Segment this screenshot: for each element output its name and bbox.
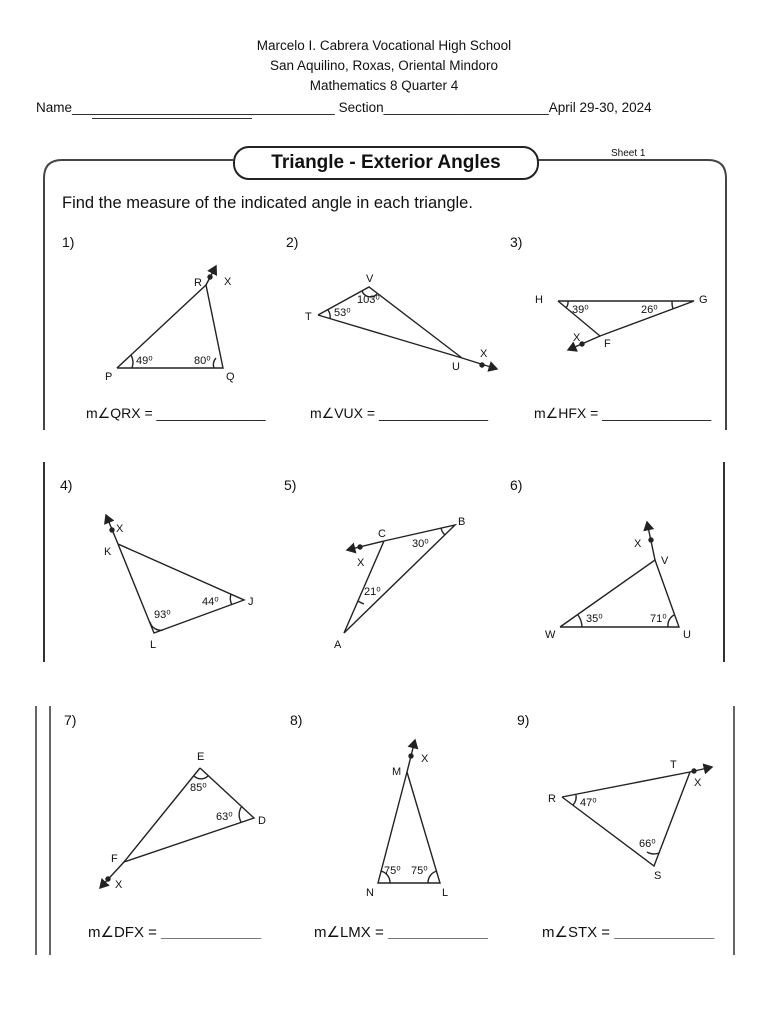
angle-label: 93⁰: [154, 609, 171, 621]
answer-blank[interactable]: ______________: [378, 405, 488, 421]
triangle-7: [100, 751, 266, 891]
answer-label: m∠LMX =: [314, 924, 388, 941]
vertex-label: G: [699, 294, 708, 306]
angle-label: 103⁰: [357, 294, 380, 306]
vertex-label: R: [194, 277, 202, 289]
angle-label: 66⁰: [639, 838, 656, 850]
answer-label: m∠STX =: [542, 924, 615, 941]
vertex-label: X: [115, 879, 123, 891]
vertex-label: M: [392, 766, 402, 778]
angle-label: 30⁰: [412, 538, 429, 550]
angle-label: 80⁰: [194, 355, 211, 367]
vertex-label: R: [548, 793, 556, 805]
vertex-label: V: [661, 555, 669, 567]
angle-label: 71⁰: [650, 613, 667, 625]
vertex-label: K: [104, 546, 112, 558]
angle-label: 35⁰: [586, 613, 603, 625]
school-name: Marcelo I. Cabrera Vocational High School: [256, 38, 512, 53]
vertex-label: F: [604, 338, 611, 350]
problem-number: 4): [60, 477, 73, 493]
answer-blank[interactable]: ____________: [161, 924, 262, 941]
vertex-label: P: [105, 371, 113, 383]
triangle-9: [548, 759, 712, 882]
vertex-label: J: [248, 596, 254, 608]
vertex-label: C: [378, 528, 386, 540]
vertex-label: L: [442, 887, 449, 899]
triangle-8: [366, 740, 448, 899]
vertex-label: U: [452, 361, 460, 373]
vertex-label: X: [421, 753, 429, 765]
angle-label: 49⁰: [136, 355, 153, 367]
school-address: San Aquilino, Roxas, Oriental Mindoro: [269, 58, 499, 73]
vertex-label: E: [197, 751, 205, 763]
angle-label: 44⁰: [202, 596, 219, 608]
sheet-label: Sheet 1: [611, 148, 646, 159]
vertex-label: V: [366, 273, 374, 285]
vertex-label: T: [670, 759, 677, 771]
triangle-5: [334, 516, 465, 651]
vertex-label: X: [224, 276, 232, 288]
answer-blank[interactable]: ____________: [387, 924, 488, 941]
answer-blank[interactable]: ____________: [614, 924, 715, 941]
answer-blank[interactable]: ______________: [602, 405, 712, 421]
vertex-label: N: [366, 887, 374, 899]
name-blank: ___________________________________: [72, 100, 335, 115]
section-label: Section: [338, 100, 384, 115]
angle-label: 85⁰: [190, 782, 207, 794]
triangle-3: [535, 294, 708, 350]
problem-number: 7): [64, 712, 77, 728]
angle-label: 26⁰: [641, 304, 658, 316]
angle-label: 47⁰: [580, 797, 597, 809]
triangle-2: [305, 273, 497, 373]
vertex-label: X: [480, 348, 488, 360]
vertex-label: B: [458, 516, 466, 528]
angle-label: 63⁰: [216, 811, 233, 823]
vertex-label: H: [535, 294, 543, 306]
vertex-label: X: [573, 332, 581, 344]
vertex-label: D: [258, 815, 266, 827]
triangle-1: [105, 266, 235, 383]
problem-number: 8): [290, 712, 303, 728]
angle-label: 21⁰: [364, 586, 381, 598]
problem-number: 1): [62, 234, 75, 250]
vertex-label: L: [150, 639, 157, 651]
problem-number: 5): [284, 477, 297, 493]
problem-number: 9): [517, 712, 530, 728]
vertex-label: T: [305, 311, 312, 323]
answer-label: m∠VUX =: [310, 405, 379, 421]
vertex-label: X: [116, 523, 124, 535]
answer-label: m∠QRX =: [86, 405, 157, 421]
angle-label: 39⁰: [572, 304, 589, 316]
section-blank: ______________________: [383, 100, 549, 115]
name-label: Name: [36, 100, 73, 115]
vertex-label: U: [683, 629, 691, 641]
vertex-label: A: [334, 639, 342, 651]
subject-quarter: Mathematics 8 Quarter 4: [309, 78, 459, 93]
problem-number: 6): [510, 477, 523, 493]
vertex-label: S: [654, 870, 662, 882]
vertex-label: F: [111, 853, 118, 865]
date: April 29-30, 2024: [548, 100, 652, 115]
vertex-label: W: [545, 629, 556, 641]
problem-number: 3): [510, 234, 523, 250]
triangle-4: [104, 515, 254, 651]
angle-label: 75⁰: [411, 865, 428, 877]
angle-label: 75⁰: [384, 865, 401, 877]
triangle-6: [545, 522, 691, 641]
answer-label: m∠DFX =: [88, 924, 162, 941]
vertex-label: X: [634, 538, 642, 550]
vertex-label: X: [694, 777, 702, 789]
vertex-label: X: [357, 557, 365, 569]
instruction: Find the measure of the indicated angle in each triangle.: [62, 194, 473, 212]
vertex-label: Q: [226, 371, 235, 383]
worksheet-title: Triangle - Exterior Angles: [233, 146, 539, 180]
angle-label: 53⁰: [334, 307, 351, 319]
answer-blank[interactable]: ______________: [156, 405, 266, 421]
answer-label: m∠HFX =: [534, 405, 603, 421]
problem-number: 2): [286, 234, 299, 250]
